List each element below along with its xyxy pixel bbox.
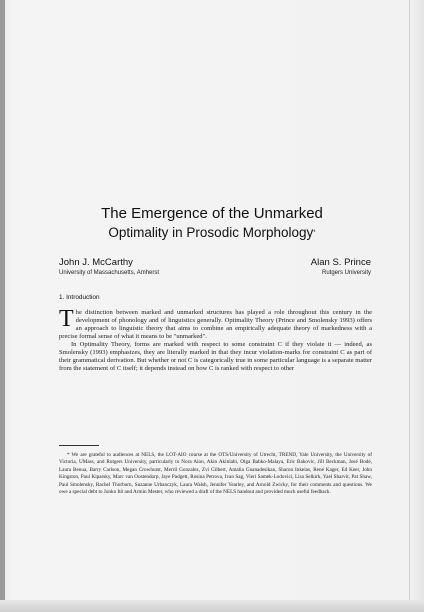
scan-left-shadow: [0, 0, 5, 612]
paragraph-1-text: he distinction between marked and unmarked structures has played a role throughout this century in the development of phonology and of linguistics generally. Optimality Theory (Prince and Smolensky 1993) offers an approach to linguistic theory that aims to combine an empirically adequate theory of markedness with a precise formal sense of what it means to be "unmarked".: [59, 309, 372, 340]
section-heading: 1. Introduction: [59, 294, 100, 301]
author-2: [311, 257, 371, 278]
author-1-affiliation: University of Massachusetts, Amherst: [59, 270, 160, 276]
drop-cap: T: [59, 306, 74, 332]
author-1: [59, 257, 159, 278]
footnote: [59, 452, 372, 496]
page-right-edge: [409, 0, 410, 612]
body-text: [59, 306, 372, 373]
author-2-name: Alan S. Prince: [310, 257, 371, 268]
paragraph-2: In Optimality Theory, forms are marked with respect to some constraint C if they violate it — indeed, as Smolensky (1993) emphasizes, they are literally marked in that they incur violation-marks for constraint C as part of their grammatical derivation. But whether or not C is categorically true in some particular language is a separate matter from the statement of C itself; it depends instead on how C is ranked with respect to other: [59, 341, 372, 372]
footnote-rule: [59, 445, 99, 446]
title-line-1: The Emergence of the Unmarked: [101, 205, 323, 222]
paper-title: [40, 204, 384, 242]
title-line-2: [40, 223, 384, 242]
title-footnote-mark: *: [313, 230, 316, 236]
author-2-affiliation: Rutgers University: [321, 270, 371, 276]
footnote-text: * We are grateful to audiences at NELS, the LOT-AIO course at the OTS/University of Utrecht, TREND, Yale University, the University of Victoria, UMass, and Rutgers University, particularly to Nora Aion, Akin Akinlabi, Olga Babko-Malaya, Eric Bakovic, Jill Beckman, José Bodé, Laura Benua, Barry Carlson, Megan Crowhurst, Merril Gonzalez, Zvi Gilbert, Amalia Gnanadesikan, Sharon Inkelas, René Kager, Ed Keer, John Kingston, Paul Kiparsky, Marc van Oostendorp, Jaye Padgett, Rosina Petrova, Ivan Sag, Vieri Samek-Lodovici, Lisa Selkirk, Yael Sharvit, Pat Shaw, Paul Smolensky, Rachel Thorburn, Suzanne Urbanczyk, Laura Walsh, Jennifer Yearley, and Arnold Zwicky, for their comments and questions. We owe a special debt to Junko Itô and Armin Mester, who reviewed a draft of the NELS handout and provided much useful feedback.: [59, 452, 372, 496]
scan-bottom-shadow: [0, 600, 424, 612]
paragraph-1: [59, 306, 372, 341]
title-line-2-text: Optimality in Prosodic Morphology: [108, 225, 314, 240]
author-1-name: John J. McCarthy: [59, 257, 133, 268]
